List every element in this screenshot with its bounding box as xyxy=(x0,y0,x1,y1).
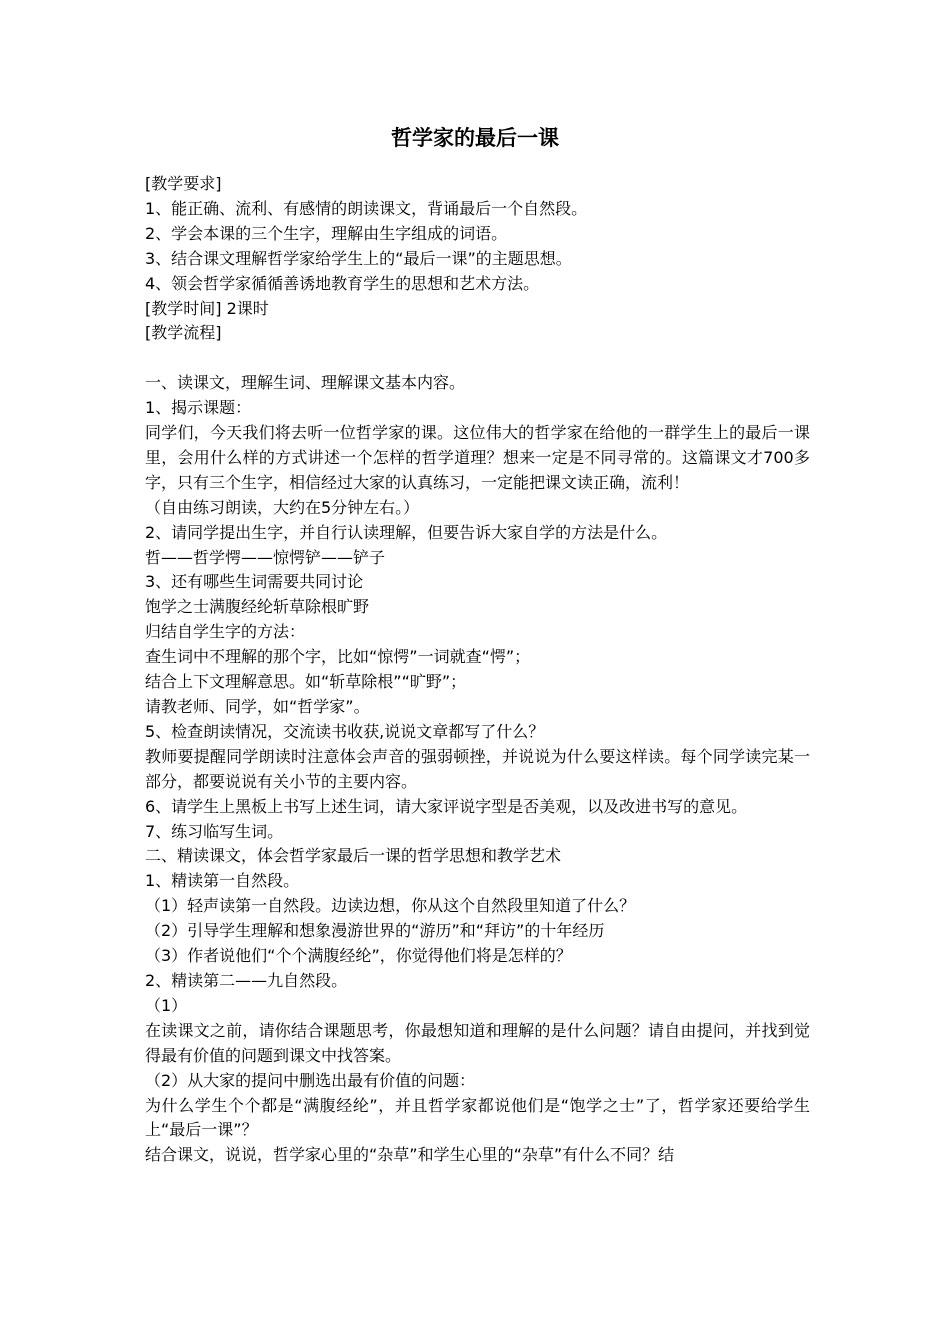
paragraph: 6、请学生上黑板上书写上述生词，请大家评说字型是否美观，以及改进书写的意见。 xyxy=(145,796,748,816)
paragraph: （2）引导学生理解和想象漫游世界的“游历”和“拜访”的十年经历 xyxy=(145,921,605,941)
paragraph: （1） xyxy=(145,995,188,1015)
paragraph: 在读课文之前，请你结合课题思考，你最想知道和理解的是什么问题？请自由提问，并找到觉得最有价值的问题到课文中找答案。 xyxy=(145,1020,810,1065)
paragraph: 2、请同学提出生字，并自行认读理解，但要告诉大家自学的方法是什么。 xyxy=(145,522,668,542)
document-body xyxy=(145,172,810,1168)
paragraph: 为什么学生个个都是“满腹经纶”，并且哲学家都说他们是“饱学之士”了，哲学家还要给学生上“最后一课”？ xyxy=(145,1095,810,1140)
paragraph: 7、练习临写生词。 xyxy=(145,821,284,841)
paragraph: [教学要求] xyxy=(145,174,222,193)
paragraph: 二、精读课文，体会哲学家最后一课的哲学思想和教学艺术 xyxy=(145,846,562,866)
paragraph: 结合上下文理解意思。如“斩草除根”“旷野”； xyxy=(145,672,467,692)
paragraph: 结合课文，说说，哲学家心里的“杂草”和学生心里的“杂草”有什么不同？结 xyxy=(145,1145,675,1165)
paragraph: （1）轻声读第一自然段。边读边想，你从这个自然段里知道了什么？ xyxy=(145,896,636,916)
paragraph: 4、领会哲学家循循善诱地教育学生的思想和艺术方法。 xyxy=(145,273,540,293)
paragraph: 1、精读第一自然段。 xyxy=(145,871,300,891)
paragraph: 一、读课文，理解生词、理解课文基本内容。 xyxy=(145,373,466,393)
paragraph: 归结自学生字的方法： xyxy=(145,622,306,642)
paragraph: 同学们，今天我们将去听一位哲学家的课。这位伟大的哲学家在给他的一群学生上的最后一课里，会用什么样的方式讲述一个怎样的哲学道理？想来一定是不同寻常的。这篇课文才700多字，只有三个生字，相信经过大家的认真练习，一定能把课文读正确，流利！ xyxy=(145,423,810,492)
paragraph: [教学流程] xyxy=(145,323,222,343)
paragraph: 哲——哲学愕——惊愕铲——铲子 xyxy=(145,547,386,567)
blank-line xyxy=(145,346,810,371)
paragraph: 1、能正确、流利、有感情的朗读课文，背诵最后一个自然段。 xyxy=(145,198,588,218)
paragraph: （自由练习朗读，大约在5分钟左右。） xyxy=(145,497,420,517)
paragraph: 查生词中不理解的那个字，比如“惊愕”一词就查“愕”； xyxy=(145,647,531,667)
paragraph: 2、精读第二——九自然段。 xyxy=(145,970,348,990)
paragraph: 2、学会本课的三个生字，理解由生字组成的词语。 xyxy=(145,223,508,243)
paragraph: 3、结合课文理解哲学家给学生上的“最后一课”的主题思想。 xyxy=(145,248,572,268)
paragraph: （3）作者说他们“个个满腹经纶”，你觉得他们将是怎样的？ xyxy=(145,946,572,966)
paragraph: 3、还有哪些生词需要共同讨论 xyxy=(145,572,364,592)
paragraph: 5、检查朗读情况，交流读书收获,说说文章都写了什么？ xyxy=(145,721,545,741)
paragraph: （2）从大家的提问中删选出最有价值的问题： xyxy=(145,1070,476,1090)
paragraph: 请教老师、同学，如“哲学家”。 xyxy=(145,697,370,717)
paragraph: [教学时间] 2课时 xyxy=(145,298,269,318)
document-title: 哲学家的最后一课 xyxy=(391,126,559,150)
paragraph: 1、揭示课题： xyxy=(145,398,252,418)
paragraph: 教师要提醒同学朗读时注意体会声音的强弱顿挫，并说说为什么要这样读。每个同学读完某一部分，都要说说有关小节的主要内容。 xyxy=(145,746,810,791)
paragraph: 饱学之士满腹经纶斩草除根旷野 xyxy=(145,597,370,617)
